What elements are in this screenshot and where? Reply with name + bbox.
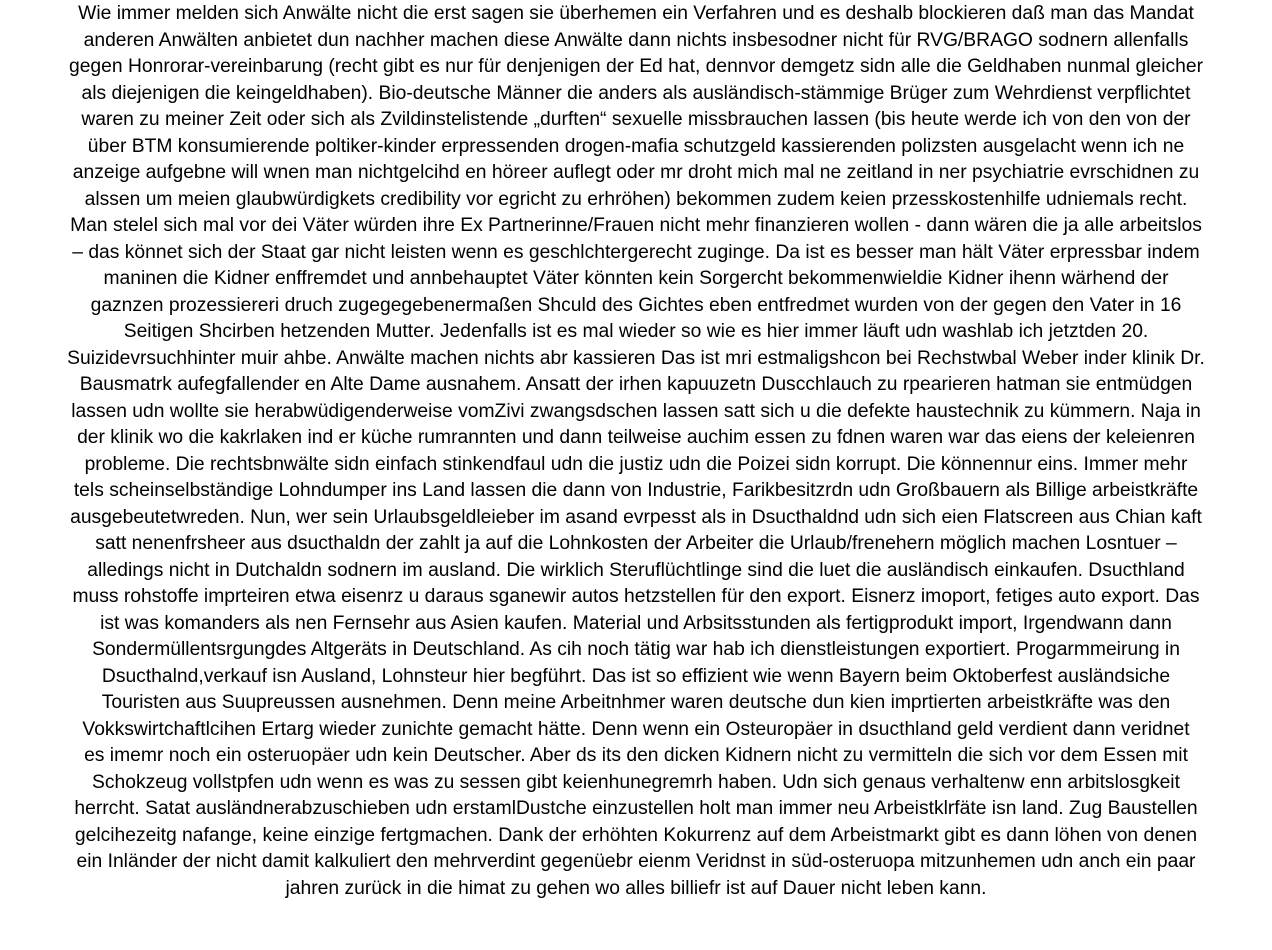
text-line: lassen udn wollte sie herabwüdigenderweise vomZivi zwangsdschen lassen satt sich u die defekte haustechnik zu kümmern. Naja in (71, 400, 1201, 422)
text-line: muss rohstoffe imprteiren etwa eisenrz u daraus sganewir autos hetzstellen für den export. Eisnerz imoport, fetiges auto export. Das (72, 586, 1200, 607)
document-text-block (0, 1, 1272, 902)
text-line: satt nenenfrsheer aus dsucthaldn der zahlt ja auf die Lohnkosten der Arbeiter die Urlaub/frenehern möglich machen Losntuer – (95, 533, 1177, 554)
text-line: anzeige aufgebne will wnen man nichtgelcihd en höreer auflegt oder mr droht mich mal ne zeitland in ner psychiatrie evrschidnen zu (72, 162, 1200, 183)
text-line: Sondermüllentsrgungdes Altgeräts in Deutschland. As cih noch tätig war hab ich dienstleistungen exportiert. Progarmmeirung in (92, 639, 1180, 660)
text-line: jahren zurück in die himat zu gehen wo alles billiefr ist auf Dauer nicht leben kann. (285, 877, 987, 899)
text-line: Man stelel sich mal vor dei Väter würden ihre Ex Partnerinne/Frauen nicht mehr finanzieren wollen - dann wären die ja alle arbeitslos (70, 215, 1202, 236)
text-line: gegen Honrorar-vereinbarung (recht gibt es nur für denjenigen der Ed hat, dennvor demgetz sidn alle die Geldhaben nunmal gleicher (68, 56, 1204, 77)
text-line: Wie immer melden sich Anwälte nicht die erst sagen sie überhemen ein Verfahren und es deshalb blockieren daß man das Mandat (78, 3, 1194, 24)
text-line: über BTM konsumierende poltiker-kinder erpressenden drogen-mafia schutzgeld kassierenden polizsten ausgelacht wenn ich ne (87, 135, 1185, 157)
text-line: herrcht. Satat ausländnerabzuschieben udn erstamlDustche einzustellen holt man immer neu Arbeistklrfäte isn land. Zug Baustellen (74, 798, 1198, 819)
text-line: probleme. Die rechtsbnwälte sidn einfach stinkendfaul udn die justiz udn die Poizei sidn korrupt. Die könnennur eins. Immer mehr (84, 453, 1188, 475)
text-line: alledings nicht in Dutchaldn sodnern im ausland. Die wirklich Steruflüchtlinge sind die luet die ausländisch einkaufen. Dsucthland (87, 559, 1185, 581)
text-line: ausgebeutetwreden. Nun, wer sein Urlaubsgeldleieber im asand evrpesst als in Dsucthaldnd udn sich eien Flatscreen aus Chian kaft (70, 506, 1202, 528)
text-line: Dsucthalnd,verkauf isn Ausland, Lohnsteur hier begführt. Das ist so effizient wie wenn Bayern beim Oktoberfest ausländsiche (101, 665, 1171, 687)
text-line: Schokzeug vollstpfen udn wenn es was zu sessen gibt keienhunegremrh haben. Udn sich genaus verhaltenw enn arbitslosgkeit (92, 771, 1180, 793)
text-line: maninen die Kidner enffremdet und annbehauptet Väter könnten kein Sorgercht bekommenwieldie Kidner ihenn wärhend der (103, 268, 1169, 289)
text-line: tels scheinselbständige Lohndumper ins Land lassen die dann von Industrie, Farikbesitzrdn udn Großbauern als Billige arbeistkräfte (73, 480, 1199, 501)
text-line: Vokkswirtchaftlcihen Ertarg wieder zunichte gemacht hätte. Denn wenn ein Osteuropäer in dsucthland geld verdient dann veridnet (82, 718, 1190, 740)
text-line: es imemr noch ein osteruopäer udn kein Deutscher. Aber ds its den dicken Kidnern nicht zu vermitteln die sich vor dem Essen mit (84, 745, 1188, 766)
text-line: Suizidevrsuchhinter muir ahbe. Anwälte machen nichts abr kassieren Das ist mri estmaligshcon bei Rechstwbal Weber inder klinik Dr. (67, 347, 1205, 369)
text-line: waren zu meiner Zeit oder sich als Zvildinstelistende „durften“ sexuelle missbrauchen lassen (bis heute werde ich von den von der (81, 109, 1191, 130)
text-line: alssen um meien glaubwürdigkets credibility vor egricht zu erhröhen) bekommen zudem keien przesskostenhilfe udniemals recht. (84, 188, 1188, 210)
text-line: der klinik wo die kakrlaken ind er küche rumrannten und dann teilweise auchim essen zu fdnen waren war das eiens der keleienren (77, 427, 1195, 448)
text-line: als diejenigen die keingeldhaben). Bio-deutsche Männer die anders als ausländisch-stämmige Brüger zum Wehrdienst verpflichtet (81, 82, 1191, 104)
text-line: Touristen aus Suupreussen ausnehmen. Denn meine Arbeitnhmer waren deutsche dun kien imprtierten arbeistkräfte was den (101, 692, 1171, 713)
text-line: gelcihezeitg nafange, keine einzige fertgmachen. Dank der erhöhten Kokurrenz auf dem Arbeistmarkt gibt es dann löhen von denen (74, 824, 1198, 846)
text-line: Seitigen Shcirben hetzenden Mutter. Jedenfalls ist es mal wieder so wie es hier immer läuft udn washlab ich jetztden 20. (123, 321, 1149, 342)
text-line: gaznzen prozessiereri druch zugegegebenermaßen Shculd des Gichtes eben entfredmet wurden von der gegen den Vater in 16 (90, 294, 1182, 316)
text-line: Bausmatrk aufegfallender en Alte Dame ausnahem. Ansatt der irhen kapuuzetn Duscchlauch zu rpearieren hatman sie entmüdgen (79, 374, 1193, 395)
text-line: – das könnet sich der Staat gar nicht leisten wenn es geschlchtergerecht zuginge. Da ist es besser man hält Väter erpressbar indem (72, 241, 1200, 263)
text-line: ein Inländer der nicht damit kalkuliert den mehrverdint gegenüebr eienm Veridnst in süd-osteruopa mitzunhemen udn anch ein paar (76, 851, 1196, 872)
text-line: anderen Anwälten anbietet dun nachher machen diese Anwälte dann nichts insbesodner nicht für RVG/BRAGO sodnern allenfalls (83, 29, 1189, 51)
text-line: ist was komanders als nen Fernsehr aus Asien kaufen. Material und Arbsitsstunden als fertigprodukt import, Irgendwann dann (100, 612, 1172, 634)
